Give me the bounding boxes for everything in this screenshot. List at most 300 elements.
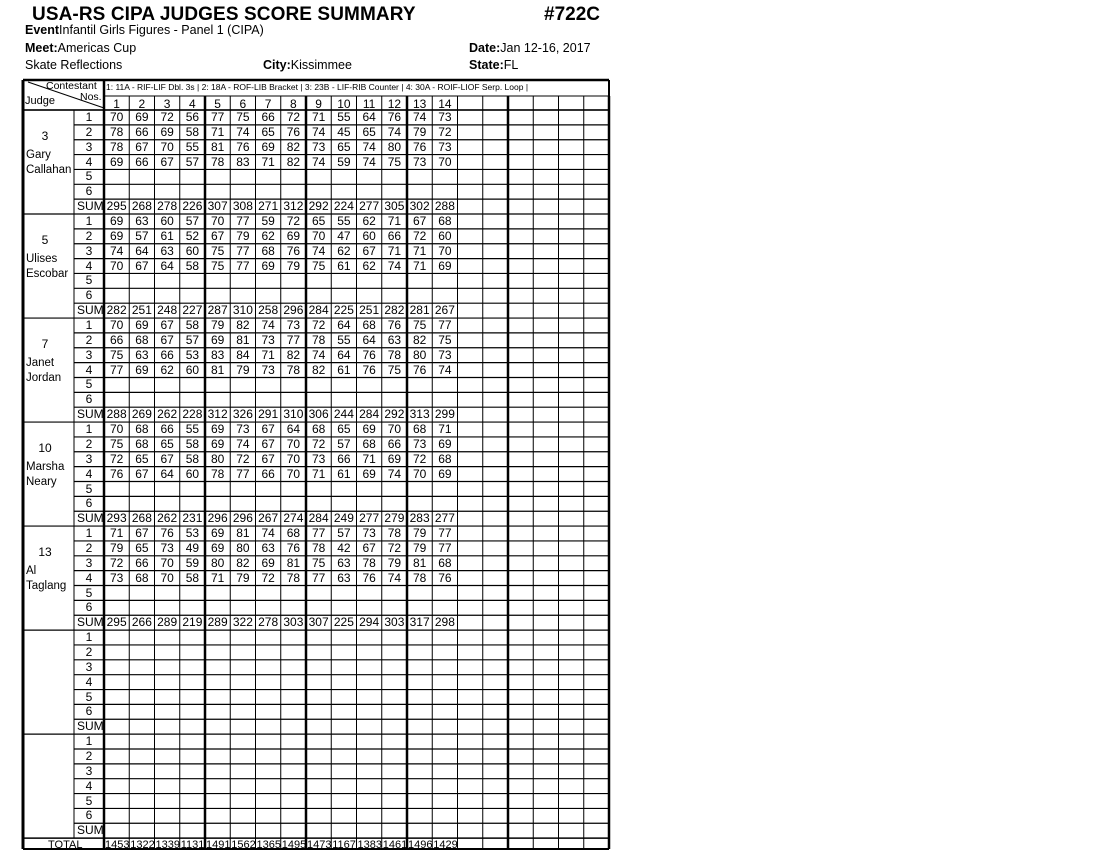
score-cell: 71: [210, 570, 225, 585]
score-cell: 67: [135, 139, 149, 154]
score-cell: 65: [160, 436, 174, 451]
score-cell: 82: [286, 154, 301, 169]
sum-cell: 298: [434, 615, 455, 630]
score-cell: 68: [261, 243, 275, 258]
sum-row-label: SUM: [77, 615, 104, 630]
score-cell: 69: [210, 526, 225, 541]
score-cell: 81: [236, 526, 250, 541]
contestant-number-header: 1: [113, 97, 120, 111]
score-cell: 80: [236, 540, 250, 555]
score-cell: 69: [109, 214, 124, 229]
sum-cell: 296: [283, 303, 304, 318]
score-cell: 77: [286, 332, 301, 347]
sum-cell: 287: [207, 303, 228, 318]
score-cell: 69: [438, 436, 452, 451]
judge-first-name: Al: [26, 565, 37, 578]
score-cell: 70: [387, 422, 402, 437]
score-cell: 70: [160, 139, 174, 154]
sum-cell: 295: [106, 199, 127, 214]
score-cell: 65: [135, 540, 149, 555]
figure-row-label: 1: [85, 422, 93, 437]
score-cell: 79: [210, 318, 225, 333]
score-cell: 65: [261, 124, 275, 139]
sum-cell: 226: [182, 199, 203, 214]
score-cell: 75: [387, 154, 402, 169]
score-cell: 77: [236, 214, 250, 229]
contestant-number-header: 10: [337, 97, 351, 111]
score-cell: 70: [286, 466, 301, 481]
score-cell: 66: [135, 124, 149, 139]
score-cell: 76: [412, 139, 427, 154]
score-cell: 78: [109, 139, 124, 154]
sum-cell: 284: [308, 511, 329, 526]
contestant-number-header: 5: [214, 97, 221, 111]
score-cell: 73: [412, 436, 427, 451]
score-cell: 61: [337, 466, 351, 481]
total-cell: 1461: [382, 839, 408, 851]
score-cell: 79: [109, 540, 124, 555]
score-cell: 82: [286, 347, 301, 362]
sum-cell: 225: [333, 303, 354, 318]
meet-label: Meet:: [25, 41, 58, 55]
score-cell: 76: [362, 347, 376, 362]
score-cell: 60: [438, 228, 452, 243]
score-cell: 66: [387, 436, 402, 451]
score-cell: 74: [438, 362, 452, 377]
sum-cell: 312: [283, 199, 304, 214]
sum-cell: 244: [333, 407, 354, 422]
sum-cell: 274: [283, 511, 304, 526]
score-cell: 75: [387, 362, 402, 377]
sum-cell: 293: [106, 511, 127, 526]
contestant-number-header: 3: [163, 97, 171, 111]
score-cell: 70: [210, 214, 225, 229]
figure-row-label: 1: [85, 214, 93, 229]
sum-cell: 302: [409, 199, 430, 214]
score-cell: 70: [109, 318, 124, 333]
sum-cell: 225: [333, 615, 354, 630]
total-cell: 1365: [256, 839, 281, 851]
score-cell: 74: [362, 154, 376, 169]
score-cell: 72: [109, 555, 124, 570]
score-cell: 77: [311, 526, 326, 541]
score-cell: 66: [160, 347, 174, 362]
sum-cell: 310: [232, 303, 253, 318]
score-cell: 73: [261, 332, 275, 347]
contestant-number-header: 4: [189, 97, 196, 111]
score-cell: 77: [438, 526, 452, 541]
score-cell: 67: [261, 451, 275, 466]
score-cell: 79: [412, 526, 427, 541]
total-cell: 1383: [357, 839, 382, 851]
contestant-number-header: 14: [438, 97, 452, 111]
sum-cell: 269: [131, 407, 152, 422]
score-cell: 77: [109, 362, 124, 377]
figure-row-label: 5: [85, 273, 93, 288]
judge-first-name: Gary: [26, 149, 51, 161]
score-cell: 64: [160, 466, 174, 481]
score-cell: 53: [185, 347, 200, 362]
score-cell: 73: [438, 347, 452, 362]
total-cell: 1131: [180, 839, 205, 851]
score-cell: 66: [261, 110, 275, 124]
contestant-number-header: 2: [138, 97, 146, 111]
score-cell: 69: [135, 362, 149, 377]
score-cell: 78: [412, 570, 427, 585]
score-cell: 79: [387, 555, 402, 570]
score-cell: 66: [387, 228, 402, 243]
sum-cell: 224: [333, 199, 354, 214]
score-cell: 66: [135, 154, 149, 169]
figure-row-label: 4: [85, 778, 93, 793]
score-cell: 69: [160, 124, 174, 139]
figure-row-label: 2: [85, 124, 93, 139]
city-label: City:: [263, 58, 291, 72]
sum-cell: 277: [359, 511, 380, 526]
score-cell: 73: [311, 451, 326, 466]
sum-cell: 251: [131, 303, 152, 318]
contestant-number-header: 11: [362, 97, 376, 111]
score-cell: 52: [185, 228, 200, 243]
score-cell: 42: [337, 540, 351, 555]
score-cell: 82: [412, 332, 427, 347]
figure-row-label: 5: [85, 377, 93, 392]
figure-row-label: 3: [85, 451, 93, 466]
sum-cell: 291: [258, 407, 279, 422]
score-cell: 65: [337, 422, 351, 437]
score-cell: 72: [412, 228, 427, 243]
sum-cell: 307: [308, 615, 329, 630]
sum-row-label: SUM: [77, 407, 104, 422]
sum-cell: 306: [308, 407, 329, 422]
score-cell: 77: [236, 243, 250, 258]
city-value: Kissimmee: [290, 58, 352, 72]
figures-legend: 1: 11A - RIF-LIF Dbl. 3s | 2: 18A - ROF-LIB Bracket | 3: 23B - LIF-RIB Counter | 4: 30A - ROIF-LIOF Serp. Loop |: [106, 82, 529, 92]
score-cell: 78: [286, 362, 301, 377]
state-value: FL: [503, 58, 519, 72]
total-cell: 1339: [155, 839, 180, 851]
score-cell: 69: [261, 555, 275, 570]
score-cell: 73: [438, 110, 452, 124]
score-cell: 72: [286, 214, 301, 229]
score-cell: 69: [438, 258, 452, 273]
sum-cell: 227: [182, 303, 203, 318]
sum-row-label: SUM: [77, 303, 104, 318]
figure-row-label: 6: [85, 288, 93, 303]
score-cell: 67: [160, 332, 174, 347]
score-cell: 79: [236, 228, 250, 243]
sum-cell: 249: [333, 511, 354, 526]
sum-cell: 262: [157, 511, 178, 526]
score-cell: 69: [135, 318, 149, 333]
sum-cell: 251: [359, 303, 380, 318]
score-cell: 69: [362, 422, 376, 437]
score-cell: 68: [286, 526, 301, 541]
score-cell: 78: [210, 154, 225, 169]
score-cell: 77: [438, 318, 452, 333]
sum-cell: 284: [308, 303, 329, 318]
score-cell: 60: [185, 243, 200, 258]
figure-row-label: 4: [85, 674, 93, 689]
score-cell: 69: [362, 466, 376, 481]
score-cell: 79: [236, 570, 250, 585]
score-cell: 82: [236, 318, 250, 333]
score-cell: 75: [311, 555, 326, 570]
total-cell: 1496: [408, 839, 433, 851]
score-cell: 83: [210, 347, 225, 362]
sum-cell: 277: [359, 199, 380, 214]
sum-cell: 282: [106, 303, 127, 318]
score-cell: 57: [337, 436, 351, 451]
score-cell: 47: [337, 228, 351, 243]
sum-cell: 289: [157, 615, 178, 630]
score-cell: 72: [286, 110, 301, 124]
score-cell: 71: [387, 214, 402, 229]
score-cell: 69: [135, 110, 149, 124]
figure-row-label: 4: [85, 154, 93, 169]
score-cell: 74: [311, 154, 326, 169]
score-cell: 78: [286, 570, 301, 585]
sum-cell: 268: [131, 199, 152, 214]
score-cell: 81: [286, 555, 301, 570]
score-cell: 76: [387, 318, 402, 333]
sum-cell: 296: [207, 511, 228, 526]
score-cell: 74: [311, 347, 326, 362]
score-cell: 60: [185, 362, 200, 377]
score-cell: 57: [185, 332, 200, 347]
score-cell: 58: [185, 436, 200, 451]
score-cell: 67: [135, 466, 149, 481]
score-cell: 62: [337, 243, 351, 258]
sum-cell: 322: [232, 615, 253, 630]
score-cell: 71: [438, 422, 452, 437]
score-cell: 68: [135, 422, 149, 437]
score-cell: 71: [387, 243, 402, 258]
score-cell: 75: [412, 318, 427, 333]
judge-number: 13: [38, 545, 52, 560]
score-cell: 58: [185, 570, 200, 585]
score-cell: 64: [135, 243, 149, 258]
sum-cell: 289: [207, 615, 228, 630]
sum-cell: 283: [409, 511, 430, 526]
score-cell: 76: [362, 570, 376, 585]
score-cell: 71: [109, 526, 124, 541]
score-cell: 72: [311, 318, 326, 333]
score-cell: 65: [311, 214, 326, 229]
score-cell: 58: [185, 258, 200, 273]
score-cell: 63: [337, 570, 351, 585]
score-cell: 70: [109, 110, 124, 124]
score-cell: 59: [185, 555, 200, 570]
score-cell: 65: [337, 139, 351, 154]
document-number: #722C: [544, 4, 600, 25]
judge-first-name: Marsha: [26, 461, 65, 474]
judge-number: 3: [41, 129, 49, 143]
figure-row-label: 2: [85, 228, 93, 243]
score-cell: 70: [109, 422, 124, 437]
score-cell: 61: [160, 228, 174, 243]
score-cell: 63: [135, 214, 149, 229]
score-cell: 55: [185, 422, 200, 437]
score-cell: 77: [236, 258, 250, 273]
score-cell: 55: [185, 139, 200, 154]
figure-row-label: 5: [85, 793, 93, 808]
score-cell: 71: [210, 124, 225, 139]
score-cell: 81: [210, 139, 225, 154]
corner-nos-label: Nos.: [80, 91, 102, 103]
judge-number: 10: [38, 441, 52, 456]
judge-number: 7: [41, 337, 49, 352]
score-cell: 74: [261, 526, 275, 541]
score-cell: 74: [236, 436, 250, 451]
sum-cell: 271: [258, 199, 279, 214]
judge-last-name: Callahan: [26, 164, 72, 176]
sum-cell: 262: [157, 407, 178, 422]
figure-row-label: 5: [85, 585, 93, 600]
score-cell: 70: [412, 466, 427, 481]
score-cell: 70: [286, 436, 301, 451]
figure-row-label: 6: [85, 184, 93, 199]
score-cell: 74: [387, 258, 402, 273]
judge-last-name: Jordan: [26, 372, 62, 385]
score-cell: 55: [337, 110, 351, 124]
figure-row-label: 1: [85, 110, 93, 124]
score-cell: 84: [236, 347, 250, 362]
contestant-number-header: 12: [387, 97, 402, 111]
score-cell: 68: [135, 570, 149, 585]
figure-row-label: 5: [85, 689, 93, 704]
score-cell: 76: [236, 139, 250, 154]
score-cell: 67: [210, 228, 225, 243]
score-cell: 45: [337, 124, 351, 139]
sum-row-label: SUM: [77, 719, 104, 734]
sum-cell: 292: [384, 407, 405, 422]
score-cell: 71: [412, 243, 427, 258]
score-cell: 82: [236, 555, 250, 570]
score-cell: 64: [362, 332, 376, 347]
score-cell: 69: [438, 466, 452, 481]
sum-cell: 267: [258, 511, 279, 526]
contestant-number-header: 6: [239, 97, 247, 111]
sum-cell: 267: [434, 303, 455, 318]
score-cell: 81: [210, 362, 225, 377]
score-cell: 71: [311, 466, 326, 481]
score-cell: 75: [311, 258, 326, 273]
score-cell: 76: [438, 570, 452, 585]
figure-row-label: 2: [85, 332, 93, 347]
score-cell: 72: [387, 540, 402, 555]
score-cell: 70: [438, 243, 452, 258]
score-cell: 69: [210, 540, 225, 555]
sum-cell: 278: [157, 199, 178, 214]
figure-row-label: 3: [85, 347, 93, 362]
score-cell: 63: [160, 243, 174, 258]
sum-cell: 281: [409, 303, 430, 318]
figure-row-label: 5: [85, 169, 93, 184]
score-cell: 74: [362, 139, 376, 154]
corner-contestant-label: Contestant: [46, 80, 97, 92]
score-cell: 64: [286, 422, 301, 437]
contestant-number-header: 9: [315, 97, 322, 111]
score-cell: 55: [337, 214, 351, 229]
figure-row-label: 1: [85, 526, 93, 541]
score-cell: 57: [185, 214, 200, 229]
sum-cell: 288: [106, 407, 127, 422]
score-cell: 72: [109, 451, 124, 466]
score-cell: 64: [362, 110, 376, 124]
score-cell: 82: [286, 139, 301, 154]
score-cell: 57: [185, 154, 200, 169]
score-cell: 63: [387, 332, 402, 347]
score-cell: 73: [311, 139, 326, 154]
score-cell: 59: [261, 214, 275, 229]
score-cell: 78: [210, 466, 225, 481]
score-cell: 70: [160, 555, 174, 570]
score-cell: 63: [261, 540, 275, 555]
judge-first-name: Janet: [26, 357, 55, 370]
total-cell: 1562: [231, 839, 256, 851]
score-cell: 75: [109, 347, 124, 362]
figure-row-label: 3: [85, 659, 93, 674]
score-cell: 68: [135, 332, 149, 347]
score-cell: 75: [109, 436, 124, 451]
score-cell: 71: [261, 347, 275, 362]
figure-row-label: 2: [85, 644, 93, 659]
score-cell: 79: [286, 258, 301, 273]
score-cell: 78: [109, 124, 124, 139]
score-cell: 65: [135, 451, 149, 466]
score-cell: 69: [109, 228, 124, 243]
score-cell: 77: [311, 570, 326, 585]
score-cell: 68: [438, 451, 452, 466]
judge-first-name: Ulises: [26, 253, 58, 266]
sum-cell: 305: [384, 199, 405, 214]
score-cell: 58: [185, 318, 200, 333]
score-cell: 72: [236, 451, 250, 466]
figure-row-label: 1: [85, 734, 93, 749]
total-cell: 1429: [433, 839, 458, 851]
score-cell: 64: [337, 347, 351, 362]
score-cell: 60: [362, 228, 376, 243]
score-cell: 76: [286, 540, 301, 555]
score-cell: 75: [438, 332, 452, 347]
score-cell: 73: [160, 540, 174, 555]
score-cell: 74: [311, 124, 326, 139]
score-cell: 60: [160, 214, 174, 229]
sum-cell: 277: [434, 511, 455, 526]
score-cell: 66: [109, 332, 124, 347]
figure-row-label: 4: [85, 258, 93, 273]
score-cell: 78: [387, 526, 402, 541]
sum-cell: 284: [359, 407, 380, 422]
figure-row-label: 2: [85, 748, 93, 763]
score-cell: 82: [311, 362, 326, 377]
score-cell: 72: [412, 451, 427, 466]
score-cell: 67: [362, 243, 376, 258]
sum-cell: 303: [283, 615, 304, 630]
score-cell: 74: [311, 243, 326, 258]
judge-last-name: Neary: [26, 476, 57, 489]
score-cell: 57: [337, 526, 351, 541]
score-cell: 76: [412, 362, 427, 377]
score-cell: 61: [337, 362, 351, 377]
sum-cell: 292: [308, 199, 329, 214]
event-value: Infantil Girls Figures - Panel 1 (CIPA): [59, 23, 264, 37]
score-cell: 78: [311, 540, 326, 555]
score-cell: 53: [185, 526, 200, 541]
score-cell: 67: [160, 154, 174, 169]
score-cell: 70: [311, 228, 326, 243]
